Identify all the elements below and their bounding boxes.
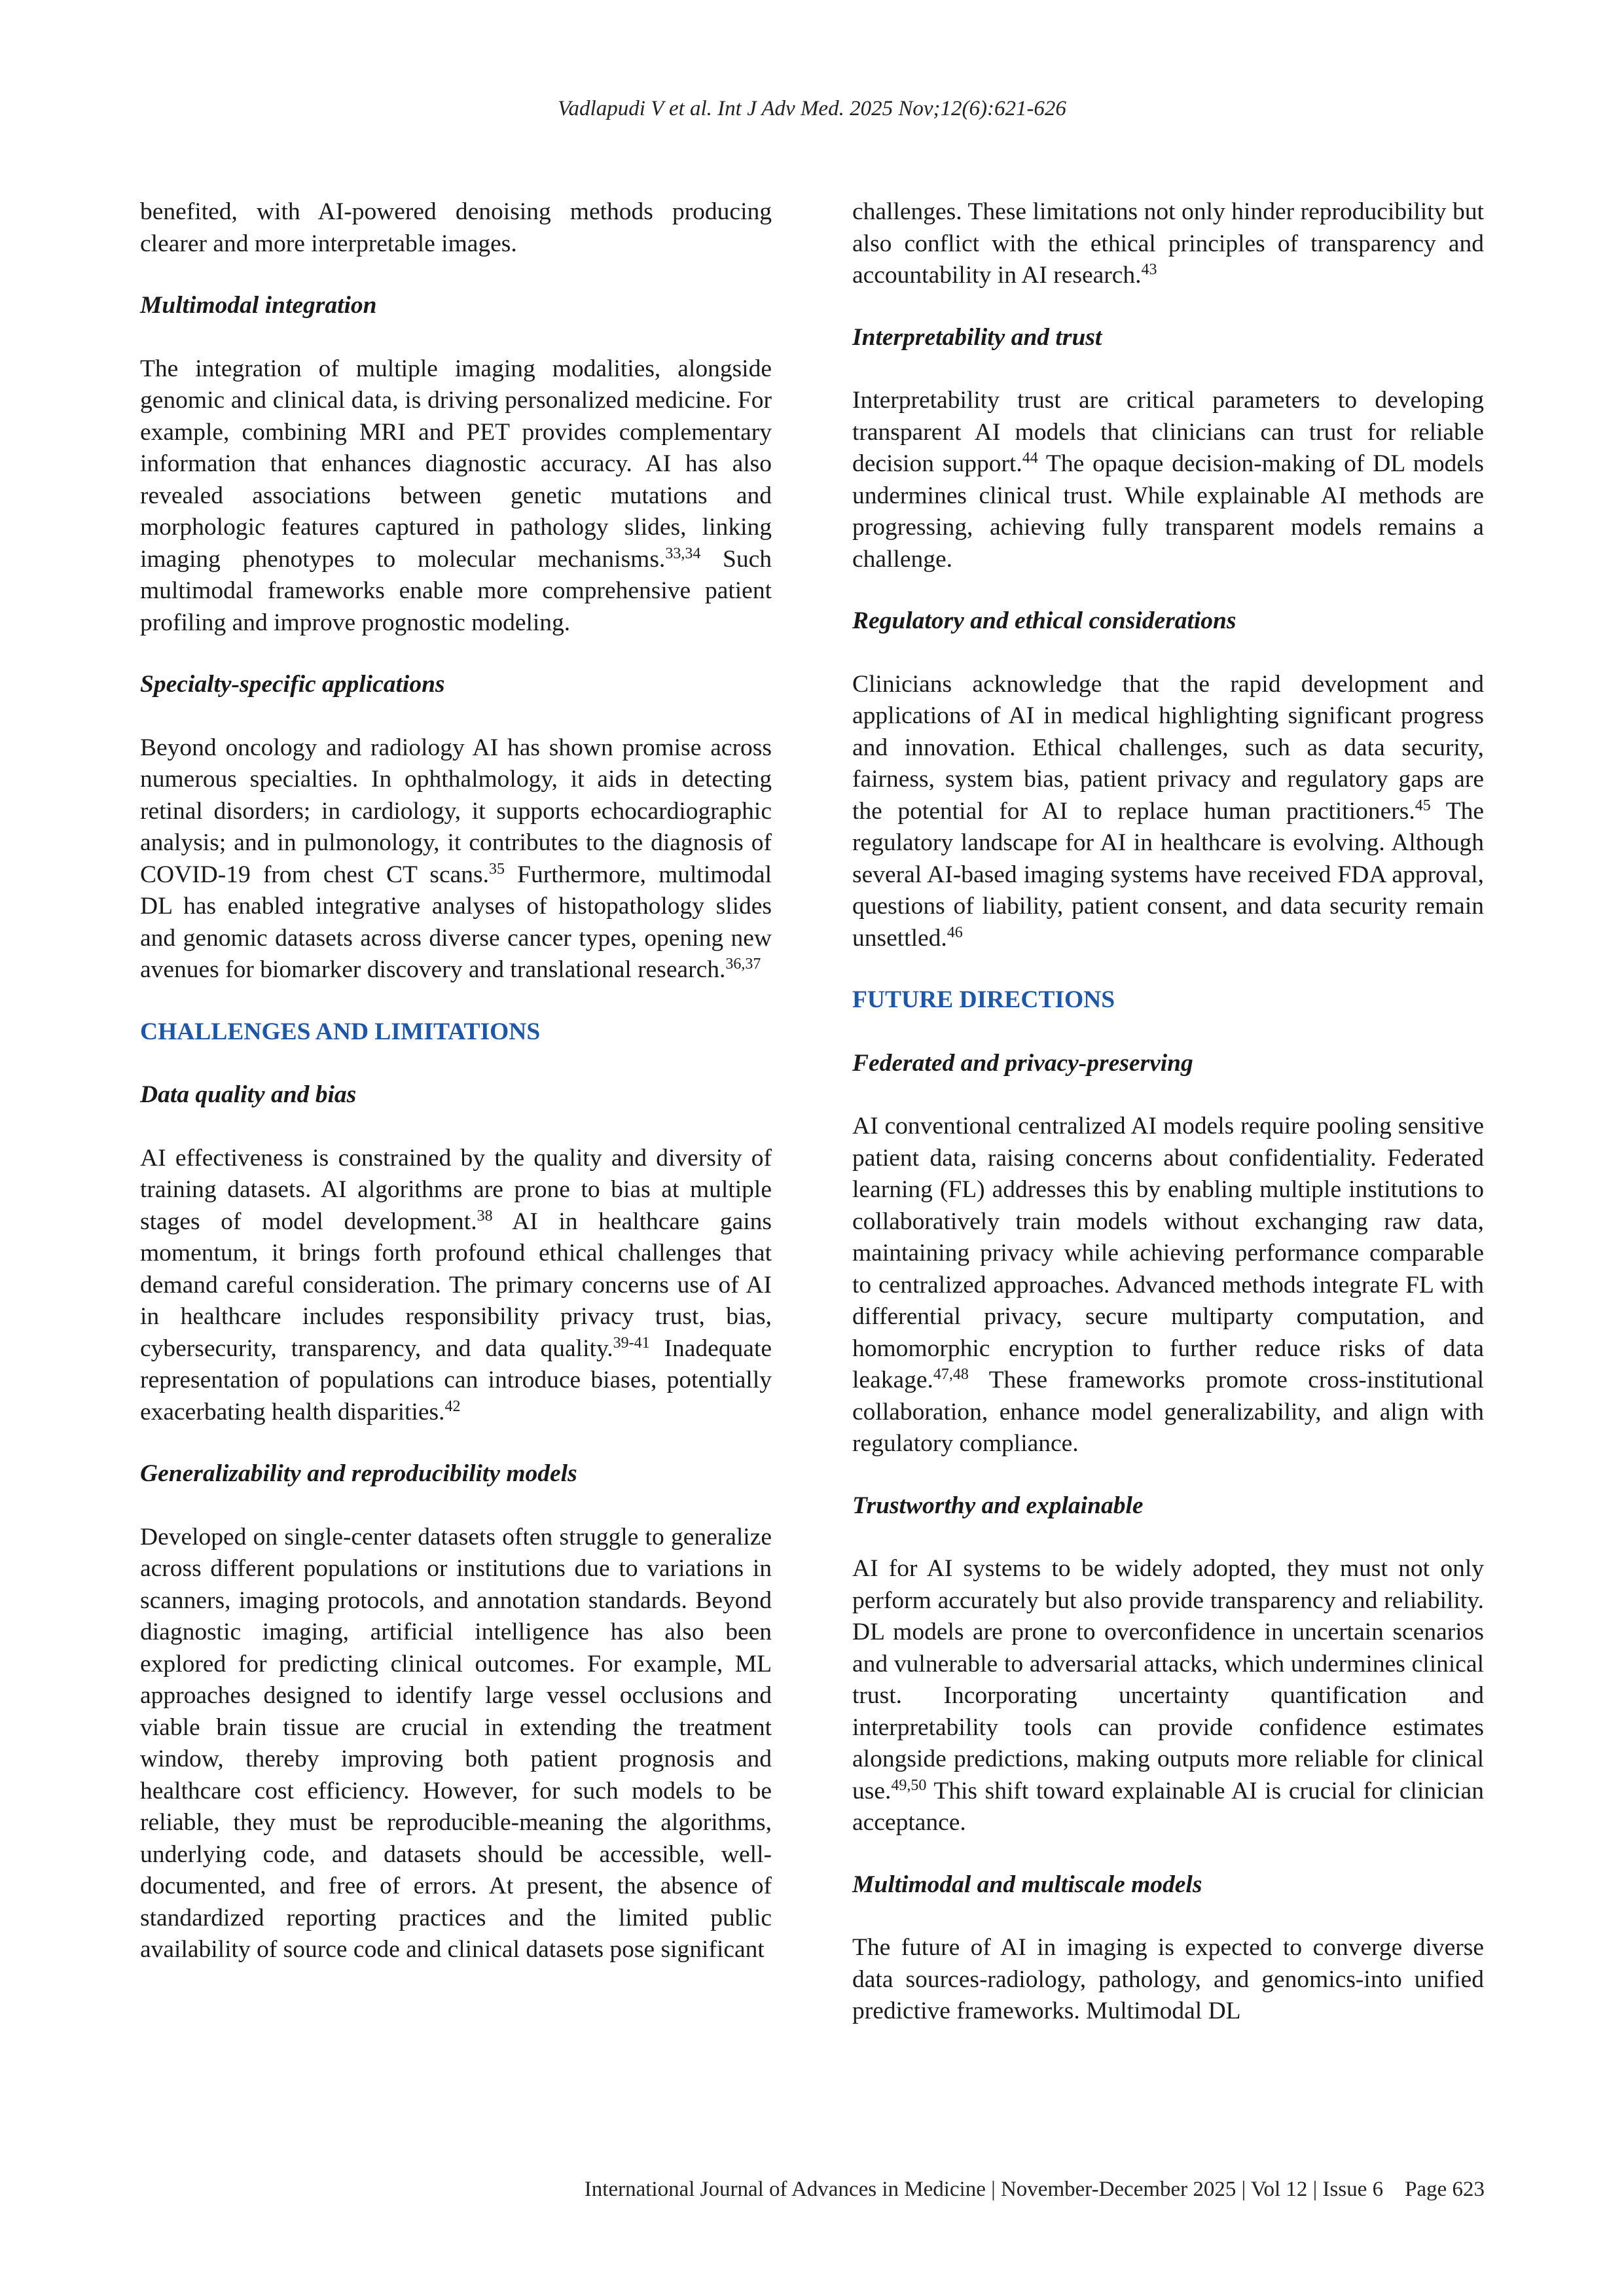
paragraph: The future of AI in imaging is expected to converge diverse data sources-radiology, pathology, and genomics-into unified predictive frameworks. Multimodal DL [852,1934,1484,2024]
page-footer: International Journal of Advances in Medicine | November-December 2025 | Vol 12 | Issue 6 Page 623 [584,2178,1485,2201]
citation: 46 [947,924,963,941]
subheading-specialty-specific: Specialty-specific applications [140,671,445,698]
left-column [140,196,772,1996]
subheading-generalizability: Generalizability and reproducibility models [140,1460,577,1487]
citation: 45 [1415,797,1431,814]
paragraph: Clinicians acknowledge that the rapid development and applications of AI in medical highlighting significant progress and innovation. Ethical challenges, such as data security, fairness, system bias, patient privacy and regulatory gaps are the potential for AI to replace human practitioners.$^{45}$ The regulatory landscape for AI in healthcare is evolving. Although several AI-based imaging systems have received FDA approval, questions of liability, patient consent, and data security remain unsettled.$^{46}$ [852,670,1484,952]
paragraph: challenges. These limitations not only hinder reproducibility but also conflict with the ethical principles of transparency and accountability in AI research.$^{43}$ [852,198,1484,289]
subheading-interpretability: Interpretability and trust [852,323,1102,351]
subheading-multiscale: Multimodal and multiscale models [852,1871,1202,1898]
citation: 36,37 [725,956,761,973]
citation: 39-41 [613,1334,650,1352]
right-column [852,196,1484,2058]
subheading-data-quality: Data quality and bias [140,1081,357,1108]
citation: 38 [477,1207,493,1225]
paragraph: AI effectiveness is constrained by the quality and diversity of training datasets. AI algorithms are prone to bias at multiple stages of model development.$^{38}$ AI in healthcare gains momentum, it brings forth profound ethical challenges that demand careful consideration. The primary concerns use of AI in healthcare includes responsibility privacy trust, bias, cybersecurity, transparency, and data quality.$^{39-41}$ Inadequate representation of populations can introduce biases, potentially exacerbating health disparities.$^{42}$ [140,1144,772,1426]
paragraph: benefited, with AI-powered denoising methods producing clearer and more interpretable images. [140,198,772,257]
section-heading-future-directions: FUTURE DIRECTIONS [852,986,1115,1013]
paragraph: AI for AI systems to be widely adopted, they must not only perform accurately but also provide transparency and reliability. DL models are prone to overconfidence in uncertain scenarios and vulnerable to adversarial attacks, which undermines clinical trust. Incorporating uncertainty quantification and interpretability tools can provide confidence estimates alongside predictions, making outputs more reliable for clinical use.$^{49,50}$ This shift toward explainable AI is crucial for clinician acceptance. [852,1555,1484,1836]
subheading-multimodal-integration: Multimodal integration [140,292,377,319]
subheading-regulatory: Regulatory and ethical considerations [852,607,1236,634]
paragraph: Beyond oncology and radiology AI has shown promise across numerous specialties. In ophthalmology, it aids in detecting retinal disorders; in cardiology, it supports echocardiographic analysis; and in pulmonology, it contributes to the diagnosis of COVID-19 from chest CT scans.$^{35}$ Furthermore, multimodal DL has enabled integrative analyses of histopathology slides and genomic datasets across diverse cancer types, opening new avenues for biomarker discovery and translational research.$^{36,37}$ [140,734,772,983]
paragraph: Developed on single-center datasets often struggle to generalize across different populations or institutions due to variations in scanners, imaging protocols, and annotation standards. Beyond diagnostic imaging, artificial intelligence has also been explored for predicting clinical outcomes. For example, ML approaches designed to identify large vessel occlusions and viable brain tissue are crucial in extending the treatment window, thereby improving both patient prognosis and healthcare cost efficiency. However, for such models to be reliable, they must be reproducible-meaning the algorithms, underlying code, and datasets should be accessible, well-documented, and free of errors. At present, the absence of standardized reporting practices and the limited public availability of source code and clinical datasets pose significant [140,1523,772,1963]
subheading-trustworthy: Trustworthy and explainable [852,1492,1144,1519]
paragraph: Interpretability trust are critical parameters to developing transparent AI models that clinicians can trust for reliable decision support.$^{44}$ The opaque decision-making of DL models undermines clinical trust. While explainable AI methods are progressing, achieving fully transparent models remains a challenge. [852,387,1484,573]
citation: 42 [444,1397,461,1415]
citation: 35 [489,860,505,878]
citation: 44 [1022,450,1038,467]
paragraph: The integration of multiple imaging modalities, alongside genomic and clinical data, is driving personalized medicine. For example, combining MRI and PET provides complementary information that enhances diagnostic accuracy. AI has also revealed associations between genetic mutations and morphologic features captured in pathology slides, linking imaging phenotypes to molecular mechanisms.$^{33,34}$ Such multimodal frameworks enable more comprehensive patient profiling and improve prognostic modeling. [140,355,772,636]
subheading-federated: Federated and privacy-preserving [852,1049,1193,1077]
paragraph: AI conventional centralized AI models require pooling sensitive patient data, raising concerns about confidentiality. Federated learning (FL) addresses this by enabling multiple institutions to collaboratively train models without exchanging raw data, maintaining privacy while achieving performance comparable to centralized approaches. Advanced methods integrate FL with differential privacy, secure multiparty computation, and homomorphic encryption to further reduce risks of data leakage.$^{47,48}$ These frameworks promote cross-institutional collaboration, enhance model generalizability, and align with regulatory compliance. [852,1113,1484,1457]
section-heading-challenges: CHALLENGES AND LIMITATIONS [140,1018,541,1045]
citation: 47,48 [933,1366,969,1383]
citation: 43 [1141,261,1157,278]
running-header: Vadlapudi V et al. Int J Adv Med. 2025 Nov;12(6):621-626 [558,97,1066,120]
citation: 33,34 [665,545,701,562]
citation: 49,50 [891,1776,927,1794]
